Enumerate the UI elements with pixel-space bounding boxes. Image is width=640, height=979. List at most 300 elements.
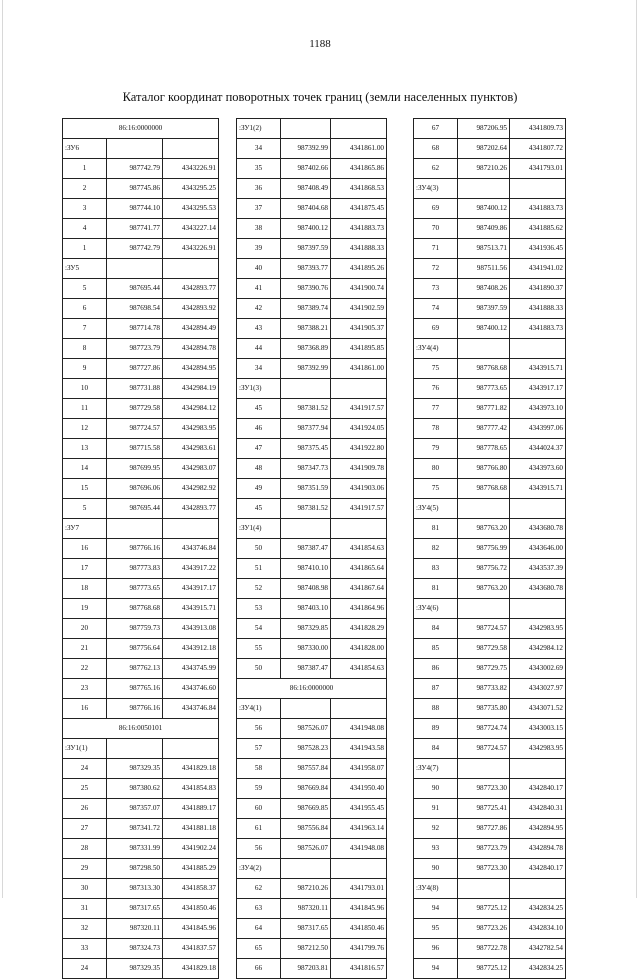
coordinate-row bbox=[63, 379, 219, 399]
empty-cell bbox=[281, 379, 331, 399]
empty-cell bbox=[458, 879, 510, 899]
parcel-label: :ЗУ1(1) bbox=[63, 739, 107, 759]
empty-cell bbox=[458, 179, 510, 199]
point-number: 20 bbox=[63, 619, 107, 639]
point-number: 8 bbox=[63, 339, 107, 359]
y-coordinate: 4341793.01 bbox=[510, 159, 566, 179]
y-coordinate: 4341807.72 bbox=[510, 139, 566, 159]
point-number: 19 bbox=[63, 599, 107, 619]
y-coordinate: 4343002.69 bbox=[510, 659, 566, 679]
y-coordinate: 4343226.91 bbox=[163, 159, 219, 179]
coordinate-row bbox=[237, 399, 387, 419]
catalog-title: Каталог координат поворотных точек границ (земли населенных пунктов) bbox=[122, 90, 518, 104]
point-number: 81 bbox=[414, 519, 458, 539]
empty-cell bbox=[281, 859, 331, 879]
x-coordinate: 987317.65 bbox=[107, 899, 163, 919]
cadastral-block-number: 86:16:0050101 bbox=[63, 719, 219, 739]
point-number: 17 bbox=[63, 559, 107, 579]
x-coordinate: 987317.65 bbox=[281, 919, 331, 939]
x-coordinate: 987377.94 bbox=[281, 419, 331, 439]
point-number: 15 bbox=[63, 479, 107, 499]
x-coordinate: 987298.50 bbox=[107, 859, 163, 879]
parcel-section-row bbox=[414, 339, 566, 359]
y-coordinate: 4342982.92 bbox=[163, 479, 219, 499]
y-coordinate: 4341895.85 bbox=[331, 339, 387, 359]
x-coordinate: 987696.06 bbox=[107, 479, 163, 499]
coordinate-row bbox=[63, 439, 219, 459]
coordinates-table-2 bbox=[236, 118, 387, 979]
parcel-section-row bbox=[237, 699, 387, 719]
y-coordinate: 4341948.08 bbox=[331, 719, 387, 739]
empty-cell bbox=[107, 139, 163, 159]
y-coordinate: 4341888.33 bbox=[331, 239, 387, 259]
coordinate-row bbox=[414, 439, 566, 459]
y-coordinate: 4341895.26 bbox=[331, 259, 387, 279]
point-number: 62 bbox=[414, 159, 458, 179]
y-coordinate: 4341890.37 bbox=[510, 279, 566, 299]
parcel-label: :ЗУ1(3) bbox=[237, 379, 281, 399]
coordinate-row bbox=[414, 539, 566, 559]
empty-cell bbox=[107, 739, 163, 759]
x-coordinate: 987368.89 bbox=[281, 339, 331, 359]
point-number: 43 bbox=[237, 319, 281, 339]
y-coordinate: 4342894.78 bbox=[510, 839, 566, 859]
y-coordinate: 4342983.95 bbox=[163, 419, 219, 439]
point-number: 29 bbox=[63, 859, 107, 879]
point-number: 16 bbox=[63, 539, 107, 559]
x-coordinate: 987725.41 bbox=[458, 799, 510, 819]
y-coordinate: 4341828.00 bbox=[331, 639, 387, 659]
point-number: 69 bbox=[414, 319, 458, 339]
point-number: 1 bbox=[63, 159, 107, 179]
point-number: 13 bbox=[63, 439, 107, 459]
x-coordinate: 987400.12 bbox=[281, 219, 331, 239]
y-coordinate: 4342893.77 bbox=[163, 499, 219, 519]
point-number: 82 bbox=[414, 539, 458, 559]
y-coordinate: 4341850.46 bbox=[163, 899, 219, 919]
coordinate-row bbox=[414, 299, 566, 319]
point-number: 31 bbox=[63, 899, 107, 919]
x-coordinate: 987320.11 bbox=[281, 899, 331, 919]
y-coordinate: 4341816.57 bbox=[331, 959, 387, 979]
y-coordinate: 4342983.95 bbox=[510, 619, 566, 639]
point-number: 23 bbox=[63, 679, 107, 699]
coordinate-row bbox=[237, 239, 387, 259]
point-number: 10 bbox=[63, 379, 107, 399]
coordinate-row bbox=[63, 499, 219, 519]
cadastral-block-row bbox=[63, 119, 219, 139]
coordinate-row bbox=[414, 699, 566, 719]
x-coordinate: 987724.57 bbox=[458, 619, 510, 639]
coordinate-row bbox=[63, 959, 219, 979]
x-coordinate: 987526.07 bbox=[281, 719, 331, 739]
x-coordinate: 987723.79 bbox=[107, 339, 163, 359]
y-coordinate: 4341917.57 bbox=[331, 499, 387, 519]
point-number: 28 bbox=[63, 839, 107, 859]
point-number: 51 bbox=[237, 559, 281, 579]
point-number: 80 bbox=[414, 459, 458, 479]
x-coordinate: 987742.79 bbox=[107, 239, 163, 259]
parcel-label: :ЗУ4(3) bbox=[414, 179, 458, 199]
x-coordinate: 987402.66 bbox=[281, 159, 331, 179]
empty-cell bbox=[281, 119, 331, 139]
empty-cell bbox=[331, 379, 387, 399]
x-coordinate: 987727.86 bbox=[458, 819, 510, 839]
y-coordinate: 4341809.73 bbox=[510, 119, 566, 139]
x-coordinate: 987723.30 bbox=[458, 779, 510, 799]
y-coordinate: 4341943.58 bbox=[331, 739, 387, 759]
y-coordinate: 4341905.37 bbox=[331, 319, 387, 339]
parcel-section-row bbox=[63, 519, 219, 539]
empty-cell bbox=[331, 859, 387, 879]
coordinate-row bbox=[63, 559, 219, 579]
x-coordinate: 987766.16 bbox=[107, 539, 163, 559]
point-number: 52 bbox=[237, 579, 281, 599]
y-coordinate: 4341902.24 bbox=[163, 839, 219, 859]
y-coordinate: 4341829.18 bbox=[163, 759, 219, 779]
x-coordinate: 987759.73 bbox=[107, 619, 163, 639]
coordinate-row bbox=[63, 659, 219, 679]
coordinate-row bbox=[237, 879, 387, 899]
point-number: 33 bbox=[63, 939, 107, 959]
coordinate-row bbox=[414, 399, 566, 419]
y-coordinate: 4341889.17 bbox=[163, 799, 219, 819]
y-coordinate: 4343227.14 bbox=[163, 219, 219, 239]
x-coordinate: 987669.85 bbox=[281, 799, 331, 819]
point-number: 27 bbox=[63, 819, 107, 839]
y-coordinate: 4341861.00 bbox=[331, 359, 387, 379]
y-coordinate: 4341858.37 bbox=[163, 879, 219, 899]
y-coordinate: 4341875.45 bbox=[331, 199, 387, 219]
x-coordinate: 987313.30 bbox=[107, 879, 163, 899]
point-number: 92 bbox=[414, 819, 458, 839]
point-number: 42 bbox=[237, 299, 281, 319]
y-coordinate: 4342782.54 bbox=[510, 939, 566, 959]
y-coordinate: 4344024.37 bbox=[510, 439, 566, 459]
y-coordinate: 4341845.96 bbox=[331, 899, 387, 919]
x-coordinate: 987744.10 bbox=[107, 199, 163, 219]
coordinate-row bbox=[414, 479, 566, 499]
coordinate-row bbox=[237, 179, 387, 199]
y-coordinate: 4341888.33 bbox=[510, 299, 566, 319]
coordinate-row bbox=[414, 119, 566, 139]
x-coordinate: 987715.58 bbox=[107, 439, 163, 459]
x-coordinate: 987329.35 bbox=[107, 959, 163, 979]
x-coordinate: 987330.00 bbox=[281, 639, 331, 659]
y-coordinate: 4342834.10 bbox=[510, 919, 566, 939]
y-coordinate: 4341883.73 bbox=[510, 199, 566, 219]
coordinate-row bbox=[414, 139, 566, 159]
x-coordinate: 987206.95 bbox=[458, 119, 510, 139]
point-number: 79 bbox=[414, 439, 458, 459]
point-number: 32 bbox=[63, 919, 107, 939]
y-coordinate: 4343746.60 bbox=[163, 679, 219, 699]
y-coordinate: 4341917.57 bbox=[331, 399, 387, 419]
coordinate-row bbox=[63, 199, 219, 219]
y-coordinate: 4342893.77 bbox=[163, 279, 219, 299]
point-number: 30 bbox=[63, 879, 107, 899]
empty-cell bbox=[458, 339, 510, 359]
y-coordinate: 4341854.63 bbox=[331, 539, 387, 559]
coordinate-row bbox=[237, 339, 387, 359]
coordinate-row bbox=[237, 899, 387, 919]
point-number: 49 bbox=[237, 479, 281, 499]
x-coordinate: 987756.72 bbox=[458, 559, 510, 579]
coordinate-row bbox=[237, 579, 387, 599]
coordinate-row bbox=[63, 699, 219, 719]
y-coordinate: 4343071.52 bbox=[510, 699, 566, 719]
y-coordinate: 4341903.06 bbox=[331, 479, 387, 499]
y-coordinate: 4342834.25 bbox=[510, 899, 566, 919]
point-number: 77 bbox=[414, 399, 458, 419]
coordinate-row bbox=[63, 219, 219, 239]
coordinate-row bbox=[414, 959, 566, 979]
point-number: 2 bbox=[63, 179, 107, 199]
parcel-section-row bbox=[414, 599, 566, 619]
point-number: 45 bbox=[237, 499, 281, 519]
point-number: 89 bbox=[414, 719, 458, 739]
x-coordinate: 987729.58 bbox=[107, 399, 163, 419]
y-coordinate: 4341883.73 bbox=[331, 219, 387, 239]
point-number: 37 bbox=[237, 199, 281, 219]
parcel-section-row bbox=[63, 139, 219, 159]
y-coordinate: 4343915.71 bbox=[510, 359, 566, 379]
point-number: 84 bbox=[414, 739, 458, 759]
x-coordinate: 987756.99 bbox=[458, 539, 510, 559]
x-coordinate: 987381.52 bbox=[281, 499, 331, 519]
y-coordinate: 4341864.96 bbox=[331, 599, 387, 619]
parcel-label: :ЗУ4(7) bbox=[414, 759, 458, 779]
empty-cell bbox=[510, 879, 566, 899]
x-coordinate: 987409.86 bbox=[458, 219, 510, 239]
x-coordinate: 987203.81 bbox=[281, 959, 331, 979]
y-coordinate: 4343646.00 bbox=[510, 539, 566, 559]
x-coordinate: 987695.44 bbox=[107, 499, 163, 519]
x-coordinate: 987727.86 bbox=[107, 359, 163, 379]
point-number: 60 bbox=[237, 799, 281, 819]
parcel-label: :ЗУ6 bbox=[63, 139, 107, 159]
coordinate-row bbox=[63, 299, 219, 319]
y-coordinate: 4342894.78 bbox=[163, 339, 219, 359]
x-coordinate: 987725.12 bbox=[458, 959, 510, 979]
x-coordinate: 987513.71 bbox=[458, 239, 510, 259]
y-coordinate: 4341885.29 bbox=[163, 859, 219, 879]
y-coordinate: 4341861.00 bbox=[331, 139, 387, 159]
y-coordinate: 4341867.64 bbox=[331, 579, 387, 599]
coordinate-row bbox=[237, 219, 387, 239]
x-coordinate: 987741.77 bbox=[107, 219, 163, 239]
point-number: 34 bbox=[237, 359, 281, 379]
coordinate-row bbox=[63, 779, 219, 799]
y-coordinate: 4341909.78 bbox=[331, 459, 387, 479]
x-coordinate: 987724.57 bbox=[458, 739, 510, 759]
point-number: 70 bbox=[414, 219, 458, 239]
point-number: 75 bbox=[414, 479, 458, 499]
x-coordinate: 987331.99 bbox=[107, 839, 163, 859]
x-coordinate: 987393.77 bbox=[281, 259, 331, 279]
coordinate-row bbox=[414, 379, 566, 399]
x-coordinate: 987410.10 bbox=[281, 559, 331, 579]
point-number: 56 bbox=[237, 719, 281, 739]
coordinate-row bbox=[414, 839, 566, 859]
coordinate-row bbox=[237, 939, 387, 959]
coordinate-row bbox=[237, 559, 387, 579]
point-number: 83 bbox=[414, 559, 458, 579]
cadastral-block-row bbox=[63, 719, 219, 739]
x-coordinate: 987526.07 bbox=[281, 839, 331, 859]
x-coordinate: 987729.75 bbox=[458, 659, 510, 679]
y-coordinate: 4343912.18 bbox=[163, 639, 219, 659]
y-coordinate: 4341865.64 bbox=[331, 559, 387, 579]
coordinate-row bbox=[237, 759, 387, 779]
point-number: 72 bbox=[414, 259, 458, 279]
point-number: 85 bbox=[414, 639, 458, 659]
parcel-section-row bbox=[237, 859, 387, 879]
y-coordinate: 4343913.08 bbox=[163, 619, 219, 639]
point-number: 57 bbox=[237, 739, 281, 759]
point-number: 46 bbox=[237, 419, 281, 439]
cadastral-block-number: 86:16:0000000 bbox=[63, 119, 219, 139]
y-coordinate: 4342984.19 bbox=[163, 379, 219, 399]
coordinate-row bbox=[414, 259, 566, 279]
coordinate-row bbox=[414, 679, 566, 699]
coordinate-row bbox=[414, 279, 566, 299]
y-coordinate: 4343745.99 bbox=[163, 659, 219, 679]
coordinate-row bbox=[63, 799, 219, 819]
x-coordinate: 987210.26 bbox=[458, 159, 510, 179]
point-number: 56 bbox=[237, 839, 281, 859]
x-coordinate: 987768.68 bbox=[107, 599, 163, 619]
scan-left-edge bbox=[2, 0, 3, 898]
point-number: 95 bbox=[414, 919, 458, 939]
point-number: 47 bbox=[237, 439, 281, 459]
point-number: 84 bbox=[414, 619, 458, 639]
empty-cell bbox=[163, 139, 219, 159]
point-number: 55 bbox=[237, 639, 281, 659]
coordinate-row bbox=[63, 819, 219, 839]
point-number: 63 bbox=[237, 899, 281, 919]
x-coordinate: 987742.79 bbox=[107, 159, 163, 179]
empty-cell bbox=[510, 599, 566, 619]
y-coordinate: 4341922.80 bbox=[331, 439, 387, 459]
coordinates-table-1 bbox=[62, 118, 219, 979]
point-number: 6 bbox=[63, 299, 107, 319]
y-coordinate: 4342840.31 bbox=[510, 799, 566, 819]
parcel-section-row bbox=[63, 259, 219, 279]
x-coordinate: 987557.84 bbox=[281, 759, 331, 779]
point-number: 3 bbox=[63, 199, 107, 219]
x-coordinate: 987777.42 bbox=[458, 419, 510, 439]
parcel-section-row bbox=[414, 499, 566, 519]
x-coordinate: 987387.47 bbox=[281, 539, 331, 559]
y-coordinate: 4343917.22 bbox=[163, 559, 219, 579]
x-coordinate: 987390.76 bbox=[281, 279, 331, 299]
x-coordinate: 987695.44 bbox=[107, 279, 163, 299]
cadastral-block-number: 86:16:0000000 bbox=[237, 679, 387, 699]
empty-cell bbox=[510, 179, 566, 199]
coordinate-row bbox=[63, 459, 219, 479]
coordinate-row bbox=[237, 719, 387, 739]
x-coordinate: 987320.11 bbox=[107, 919, 163, 939]
y-coordinate: 4342984.12 bbox=[510, 639, 566, 659]
x-coordinate: 987212.50 bbox=[281, 939, 331, 959]
parcel-section-row bbox=[414, 879, 566, 899]
coordinate-row bbox=[63, 919, 219, 939]
y-coordinate: 4341868.53 bbox=[331, 179, 387, 199]
x-coordinate: 987768.68 bbox=[458, 359, 510, 379]
coordinate-row bbox=[237, 479, 387, 499]
point-number: 41 bbox=[237, 279, 281, 299]
point-number: 94 bbox=[414, 959, 458, 979]
coordinate-row bbox=[414, 459, 566, 479]
point-number: 40 bbox=[237, 259, 281, 279]
coordinate-row bbox=[237, 499, 387, 519]
coordinate-row bbox=[63, 619, 219, 639]
point-number: 12 bbox=[63, 419, 107, 439]
empty-cell bbox=[510, 499, 566, 519]
point-number: 94 bbox=[414, 899, 458, 919]
coordinate-row bbox=[63, 899, 219, 919]
point-number: 1 bbox=[63, 239, 107, 259]
coordinate-row bbox=[414, 939, 566, 959]
point-number: 48 bbox=[237, 459, 281, 479]
point-number: 53 bbox=[237, 599, 281, 619]
y-coordinate: 4342984.12 bbox=[163, 399, 219, 419]
x-coordinate: 987725.12 bbox=[458, 899, 510, 919]
point-number: 11 bbox=[63, 399, 107, 419]
y-coordinate: 4341845.96 bbox=[163, 919, 219, 939]
y-coordinate: 4341955.45 bbox=[331, 799, 387, 819]
y-coordinate: 4341950.40 bbox=[331, 779, 387, 799]
coordinate-row bbox=[414, 799, 566, 819]
x-coordinate: 987381.52 bbox=[281, 399, 331, 419]
coordinate-row bbox=[237, 259, 387, 279]
x-coordinate: 987762.13 bbox=[107, 659, 163, 679]
coordinate-row bbox=[414, 779, 566, 799]
point-number: 9 bbox=[63, 359, 107, 379]
x-coordinate: 987773.65 bbox=[107, 579, 163, 599]
x-coordinate: 987773.65 bbox=[458, 379, 510, 399]
x-coordinate: 987766.16 bbox=[107, 699, 163, 719]
y-coordinate: 4341837.57 bbox=[163, 939, 219, 959]
coordinate-row bbox=[237, 599, 387, 619]
coordinate-row bbox=[237, 299, 387, 319]
x-coordinate: 987408.98 bbox=[281, 579, 331, 599]
coordinate-row bbox=[414, 919, 566, 939]
coordinate-row bbox=[63, 179, 219, 199]
y-coordinate: 4343746.84 bbox=[163, 539, 219, 559]
coordinate-row bbox=[237, 779, 387, 799]
empty-cell bbox=[458, 759, 510, 779]
coordinates-table-3 bbox=[413, 118, 566, 979]
y-coordinate: 4341958.07 bbox=[331, 759, 387, 779]
y-coordinate: 4341924.05 bbox=[331, 419, 387, 439]
point-number: 5 bbox=[63, 499, 107, 519]
x-coordinate: 987669.84 bbox=[281, 779, 331, 799]
point-number: 90 bbox=[414, 779, 458, 799]
empty-cell bbox=[107, 259, 163, 279]
y-coordinate: 4341963.14 bbox=[331, 819, 387, 839]
coordinate-row bbox=[414, 419, 566, 439]
parcel-section-row bbox=[63, 739, 219, 759]
parcel-label: :ЗУ4(6) bbox=[414, 599, 458, 619]
coordinate-row bbox=[237, 539, 387, 559]
x-coordinate: 987699.95 bbox=[107, 459, 163, 479]
y-coordinate: 4341948.08 bbox=[331, 839, 387, 859]
parcel-label: :ЗУ4(2) bbox=[237, 859, 281, 879]
point-number: 5 bbox=[63, 279, 107, 299]
x-coordinate: 987347.73 bbox=[281, 459, 331, 479]
